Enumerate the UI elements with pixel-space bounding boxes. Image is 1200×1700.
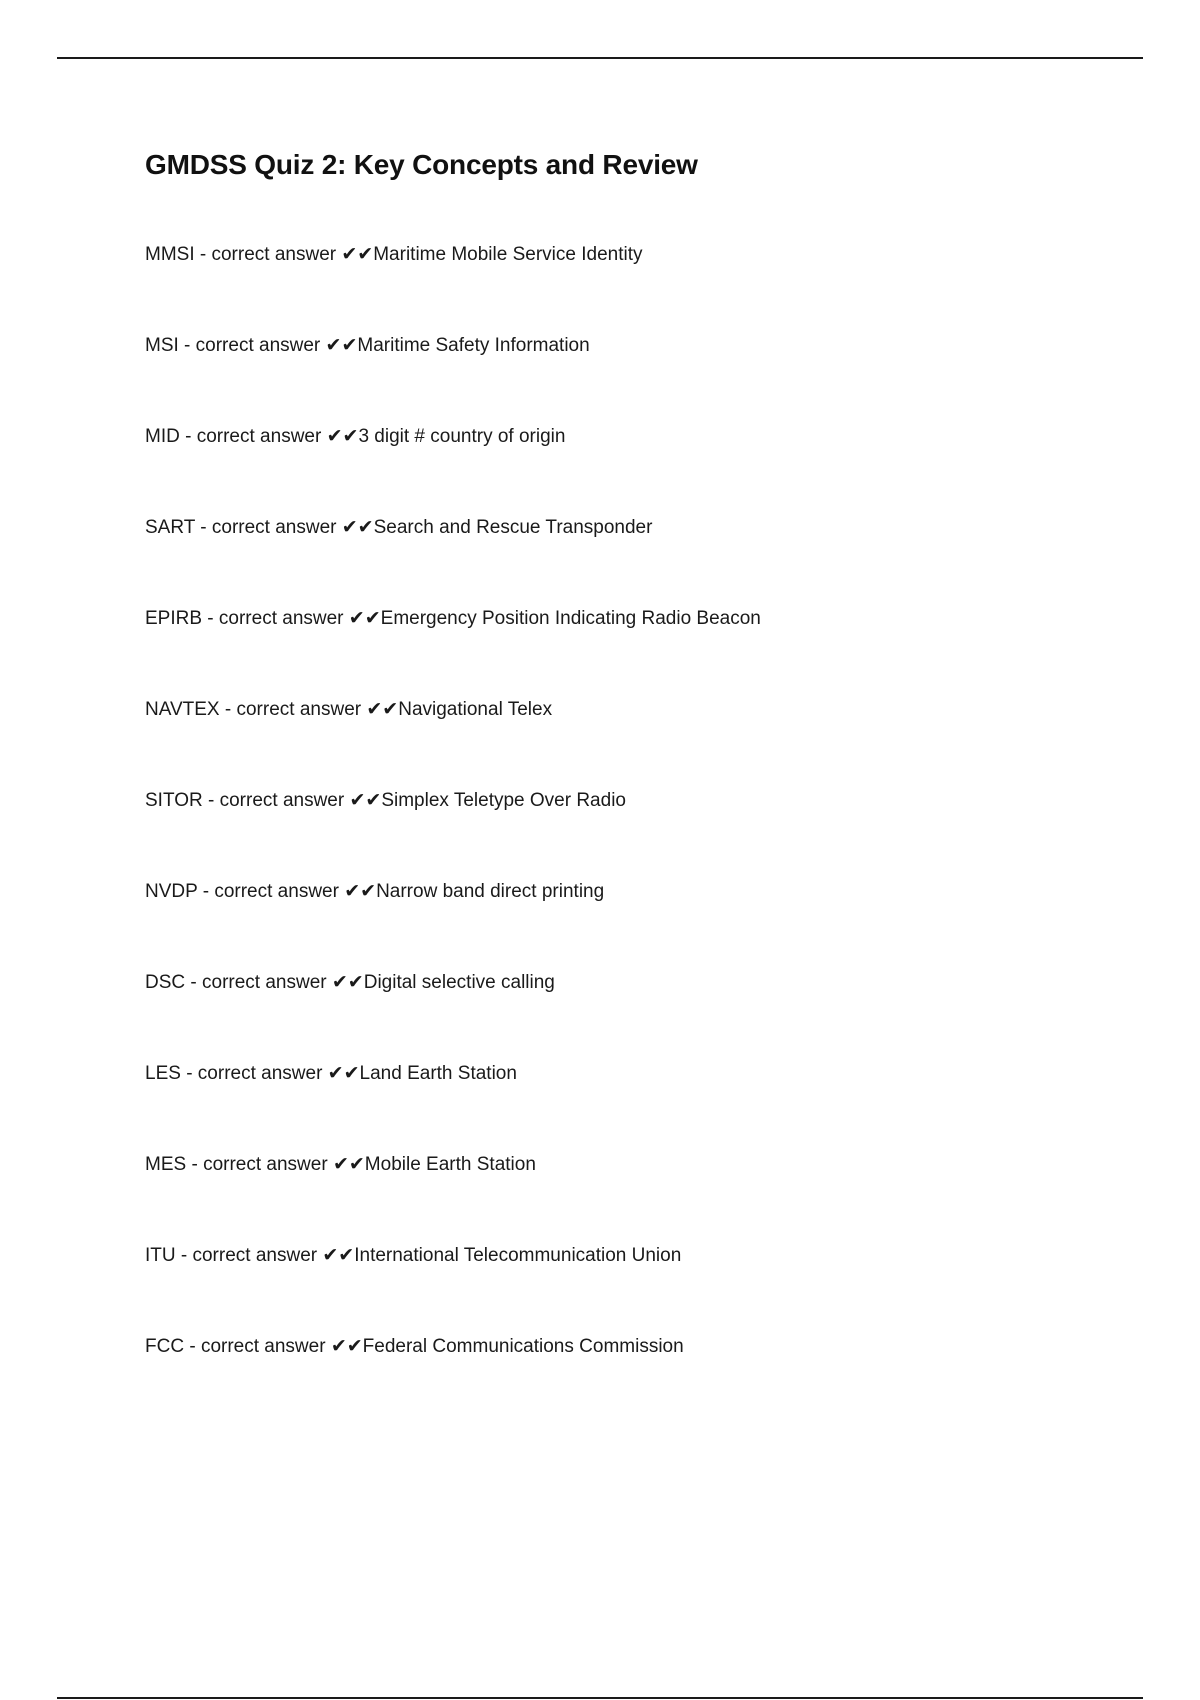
qa-item (145, 880, 1105, 971)
qa-item (145, 334, 1105, 425)
qa-term: SITOR (145, 790, 203, 811)
top-rule (57, 57, 1143, 59)
qa-separator: - correct answer ✔✔ (184, 1336, 363, 1357)
qa-answer: Digital selective calling (363, 972, 555, 993)
qa-item (145, 1335, 1105, 1426)
qa-item (145, 1153, 1105, 1244)
qa-separator: - correct answer ✔✔ (186, 1154, 365, 1175)
qa-term: NAVTEX (145, 699, 220, 720)
qa-answer: Simplex Teletype Over Radio (381, 790, 626, 811)
qa-separator: - correct answer ✔✔ (194, 244, 374, 265)
qa-answer: Maritime Safety Information (357, 335, 590, 356)
qa-answer: Navigational Telex (398, 699, 553, 720)
qa-term: NVDP (145, 881, 198, 902)
qa-term: MSI (145, 335, 179, 356)
document-title: GMDSS Quiz 2: Key Concepts and Review (145, 149, 698, 180)
qa-term: LES (145, 1063, 181, 1084)
qa-item (145, 698, 1105, 789)
qa-answer: Emergency Position Indicating Radio Beacon (380, 608, 761, 629)
qa-separator: - correct answer ✔✔ (179, 426, 359, 447)
qa-separator: - correct answer ✔✔ (195, 517, 374, 538)
page-content (145, 140, 1105, 1426)
qa-term: MES (145, 1154, 187, 1175)
qa-answer: Mobile Earth Station (364, 1154, 536, 1175)
qa-item (145, 1244, 1105, 1335)
qa-item (145, 607, 1105, 698)
qa-term: EPIRB (145, 608, 203, 629)
qa-answer: Federal Communications Commission (362, 1336, 684, 1357)
qa-item (145, 516, 1105, 607)
qa-separator: - correct answer ✔✔ (175, 1245, 355, 1266)
qa-term: FCC (145, 1336, 185, 1357)
qa-item (145, 789, 1105, 880)
qa-separator: - correct answer ✔✔ (180, 1063, 360, 1084)
qa-list (145, 243, 1105, 1426)
qa-separator: - correct answer ✔✔ (202, 608, 381, 629)
qa-term: SART (145, 517, 195, 538)
qa-separator: - correct answer ✔✔ (219, 699, 399, 720)
qa-answer: Narrow band direct printing (376, 881, 605, 902)
qa-answer: Search and Rescue Transponder (373, 517, 653, 538)
qa-term: ITU (145, 1245, 176, 1266)
qa-answer: 3 digit # country of origin (358, 426, 566, 447)
qa-separator: - correct answer ✔✔ (202, 790, 382, 811)
qa-separator: - correct answer ✔✔ (197, 881, 377, 902)
qa-term: DSC (145, 972, 186, 993)
qa-item (145, 243, 1105, 334)
qa-separator: - correct answer ✔✔ (178, 335, 358, 356)
qa-answer: Land Earth Station (359, 1063, 517, 1084)
qa-item (145, 971, 1105, 1062)
qa-answer: International Telecommunication Union (354, 1245, 682, 1266)
bottom-rule (57, 1697, 1143, 1699)
qa-separator: - correct answer ✔✔ (185, 972, 364, 993)
qa-term: MID (145, 426, 180, 447)
qa-term: MMSI (145, 244, 195, 265)
qa-item (145, 425, 1105, 516)
qa-item (145, 1062, 1105, 1153)
qa-answer: Maritime Mobile Service Identity (373, 244, 643, 265)
